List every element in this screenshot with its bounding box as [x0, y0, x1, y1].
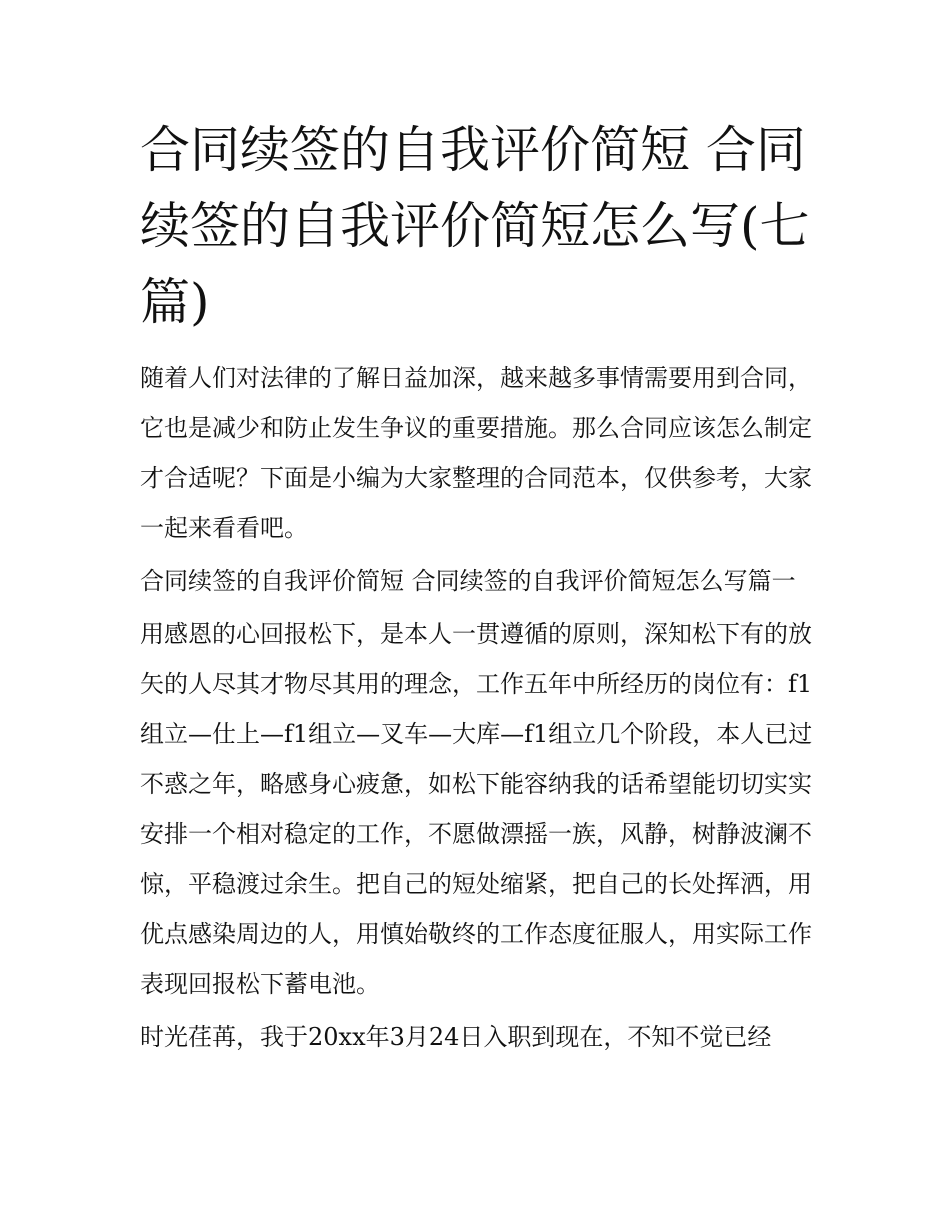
document-title: 合同续签的自我评价简短 合同续签的自我评价简短怎么写(七篇) [140, 121, 810, 331]
document-body [140, 353, 816, 1062]
intro-paragraph: 随着人们对法律的了解日益加深，越来越多事情需要用到合同，它也是减少和防止发生争议的重要措施。那么合同应该怎么制定才合适呢？下面是小编为大家整理的合同范本，仅供参考，大家一起来看看吧。 [140, 364, 812, 542]
body-paragraph: 用感恩的心回报松下，是本人一贯遵循的原则，深知松下有的放矢的人尽其才物尽其用的理念，工作五年中所经历的岗位有：f1组立—仕上—f1组立—叉车—大库—f1组立几个阶段，本人已过不惑之年，略感身心疲惫，如松下能容纳我的话希望能切切实实安排一个相对稳定的工作，不愿做漂摇一族，风静，树静波澜不惊，平稳渡过余生。把自己的短处缩紧，把自己的长处挥洒，用优点感染周边的人，用慎始敬终的工作态度征服人，用实际工作表现回报松下蓄电池。 [140, 620, 813, 998]
body-paragraph-continued: 时光荏苒，我于20xx年3月24日入职到现在，不知不觉已经 [140, 1023, 772, 1051]
section-heading: 合同续签的自我评价简短 合同续签的自我评价简短怎么写篇一 [140, 567, 796, 595]
